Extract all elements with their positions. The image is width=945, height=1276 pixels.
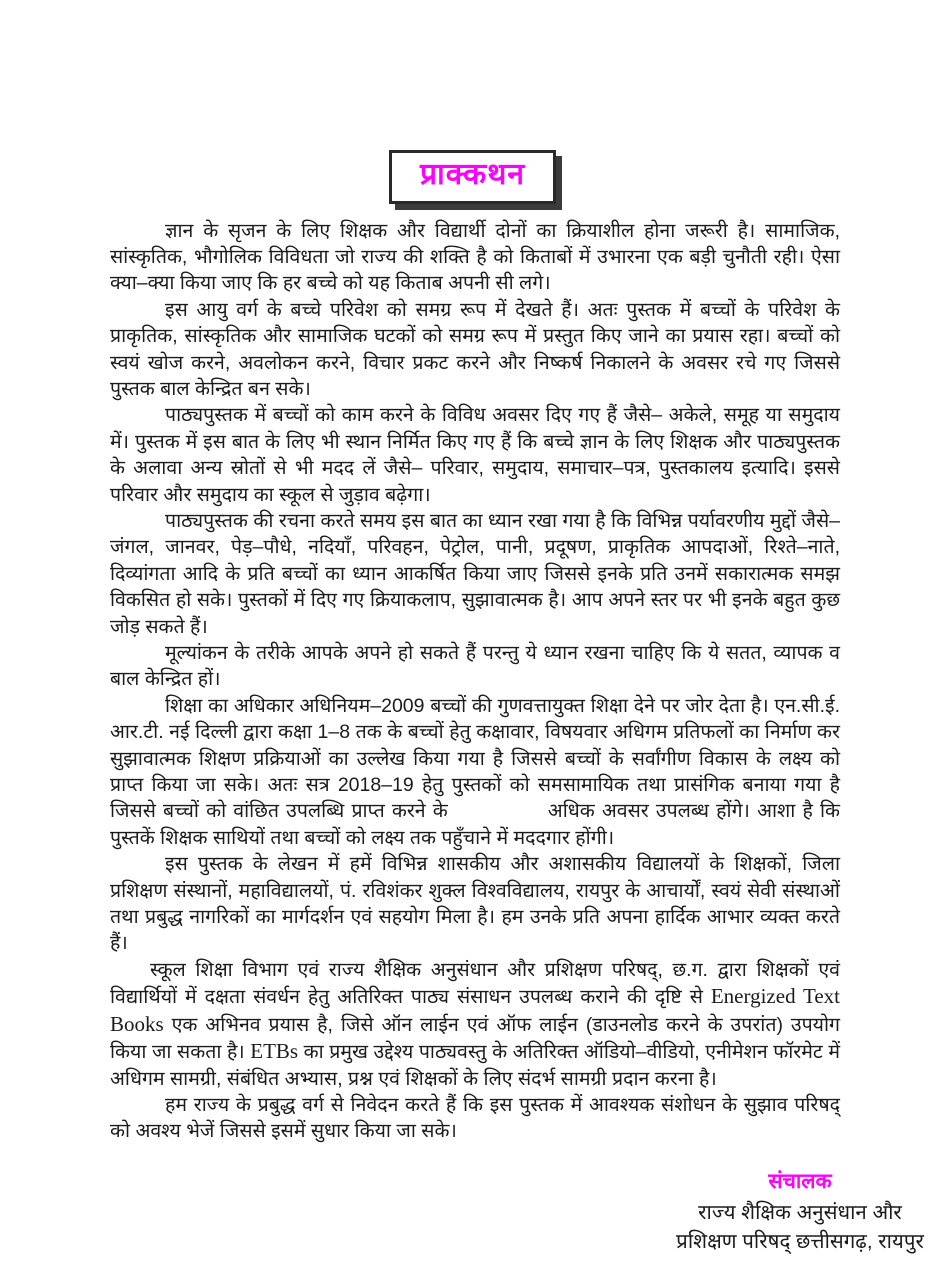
signature-org-line1: राज्य शैक्षिक अनुसंधान और (698, 1200, 902, 1224)
title-box (389, 150, 556, 204)
paragraph-rte-act: शिक्षा का अधिकार अधिनियम–2009 बच्चों की गुणवत्तायुक्त शिक्षा देने पर जोर देता है। एन.सी.ई. आर.टी. नई दिल्ली द्वारा कक्षा 1–8 तक के बच्चों हेतु कक्षावार, विषयवार अधिगम प्रतिफलों का निर्माण कर सुझावात्मक शिक्षण प्रक्रियाओं का उल्लेख किया गया है जिससे बच्चों के सर्वांगीण विकास के लक्ष्य को प्राप्त किया जा सके। अतः सत्र 2018–19 हेतु पुस्तकों को समसामायिक तथा प्रासंगिक बनाया गया है जिससे बच्चों को वांछित उपलब्धि प्राप्त करने के अधिक अवसर उपलब्ध होंगे। आशा है कि पुस्तकें शिक्षक साथियों तथा बच्चों को लक्ष्य तक पहुँचाने में मददगार होंगी। (110, 694, 840, 849)
paragraph-environmental-issues: पाठ्यपुस्तक की रचना करते समय इस बात का ध्यान रखा गया है कि विभिन्न पर्यावरणीय मुद्दों जैसे–जंगल, जानवर, पेड़–पौधे, नदियाँ, परिवहन, पेट्रोल, पानी, प्रदूषण, प्राकृतिक आपदाओं, रिश्ते–नाते, दिव्यांगता आदि के प्रति बच्चों का ध्यान आकर्षित किया जाए जिससे इनके प्रति उनमें सकारात्मक समझ विकसित हो सके। पुस्तकों में दिए गए क्रियाकलाप, सुझावात्मक है। आप अपने स्तर पर भी इनके बहुत कुछ जोड़ सकते हैं। (110, 509, 840, 638)
paragraph-feedback-request: हम राज्य के प्रबुद्ध वर्ग से निवेदन करते हैं कि इस पुस्तक में आवश्यक संशोधन के सुझाव परिषद् को अवश्य भेजें जिससे इसमें सुधार किया जा सके। (110, 1093, 840, 1143)
etb-text-segment: स्कूल शिक्षा विभाग एवं राज्य शैक्षिक अनुसंधान और प्रशिक्षण परिषद्, छ.ग. द्वारा शिक्षकों एवं विद्यार्थियों में दक्षता संवर्धन हेतु अतिरिक्त पाठ्य संसाधन उपलब्ध कराने की दृष्टि से (110, 958, 840, 1009)
paragraph-work-opportunities: पाठ्यपुस्तक में बच्चों को काम करने के विविध अवसर दिए गए हैं जैसे– अकेले, समूह या समुदाय में। पुस्तक में इस बात के लिए भी स्थान निर्मित किए गए हैं कि बच्चे ज्ञान के लिए शिक्षक और पाठ्यपुस्तक के अलावा अन्य स्रोतों से भी मदद लें जैसे– परिवार, समुदाय, समाचार–पत्र, पुस्तकालय इत्यादि। इससे परिवार और समुदाय का स्कूल से जुड़ाव बढ़ेगा। (110, 404, 840, 506)
signature-block (650, 1167, 945, 1256)
paragraph-acknowledgements: इस पुस्तक के लेखन में हमें विभिन्न शासकीय और अशासकीय विद्यालयों के शिक्षकों, जिला प्रशिक्षण संस्थानों, महाविद्यालयों, पं. रविशंकर शुक्ल विश्वविद्यालय, रायपुर के आचार्यों, स्वयं सेवी संस्थाओं तथा प्रबुद्ध नागरिकों का मार्गदर्शन एवं सहयोग मिला है। हम उनके प्रति अपना हार्दिक आभार व्यक्त करते हैं। (110, 853, 840, 955)
paragraph-knowledge-creation: ज्ञान के सृजन के लिए शिक्षक और विद्यार्थी दोनों का क्रियाशील होना जरूरी है। सामाजिक, सांस्कृतिक, भौगोलिक विविधता जो राज्य की शक्ति है को किताबों में उभारना एक बड़ी चुनौती रही। ऐसा क्या–क्या किया जाए कि हर बच्चे को यह किताब अपनी सी लगे। (110, 219, 840, 295)
signature-designation: संचालक (768, 1169, 832, 1193)
page-title: प्राक्कथन (419, 158, 526, 191)
preface-body (110, 218, 924, 1256)
etb-latin-name: Energized Text Books (110, 984, 840, 1036)
paragraph-age-group: इस आयु वर्ग के बच्चे परिवेश को समग्र रूप में देखते हैं। अतः पुस्तक में बच्चों के परिवेश के प्राकृतिक, सांस्कृतिक और सामाजिक घटकों को समग्र रूप में प्रस्तुत किए जाने का प्रयास रहा। बच्चों को स्वयं खोज करने, अवलोकन करने, विचार प्रकट करने और निष्कर्ष निकालने के अवसर रचे गए जिससे पुस्तक बाल केन्द्रित बन सके। (110, 298, 840, 400)
etb-latin-abbr: ETBs (250, 1039, 299, 1064)
etb-text-segment: का प्रमुख उद्देश्य पाठ्यवस्तु के अतिरिक्त ऑडियो–वीडियो, एनीमेशन फॉरमेट में अधिगम सामग्री, संबंधित अभ्यास, प्रश्न एवं शिक्षकों के लिए संदर्भ सामग्री प्रदान करना है। (110, 1041, 840, 1090)
title-box-container (0, 150, 945, 204)
signature-org-line2: प्रशिक्षण परिषद् छत्तीसगढ़, रायपुर (676, 1229, 924, 1253)
paragraph-energized-text-books (110, 957, 840, 1092)
etb-text-segment: एक अभिनव प्रयास है, जिसे ऑन लाईन एवं ऑफ लाईन (डाउनलोड करने के उपरांत) उपयोग किया जा सकता है। (110, 1013, 840, 1064)
paragraph-evaluation: मूल्यांकन के तरीके आपके अपने हो सकते हैं परन्तु ये ध्यान रखना चाहिए कि ये सतत, व्यापक व बाल केन्द्रित हों। (110, 642, 840, 691)
